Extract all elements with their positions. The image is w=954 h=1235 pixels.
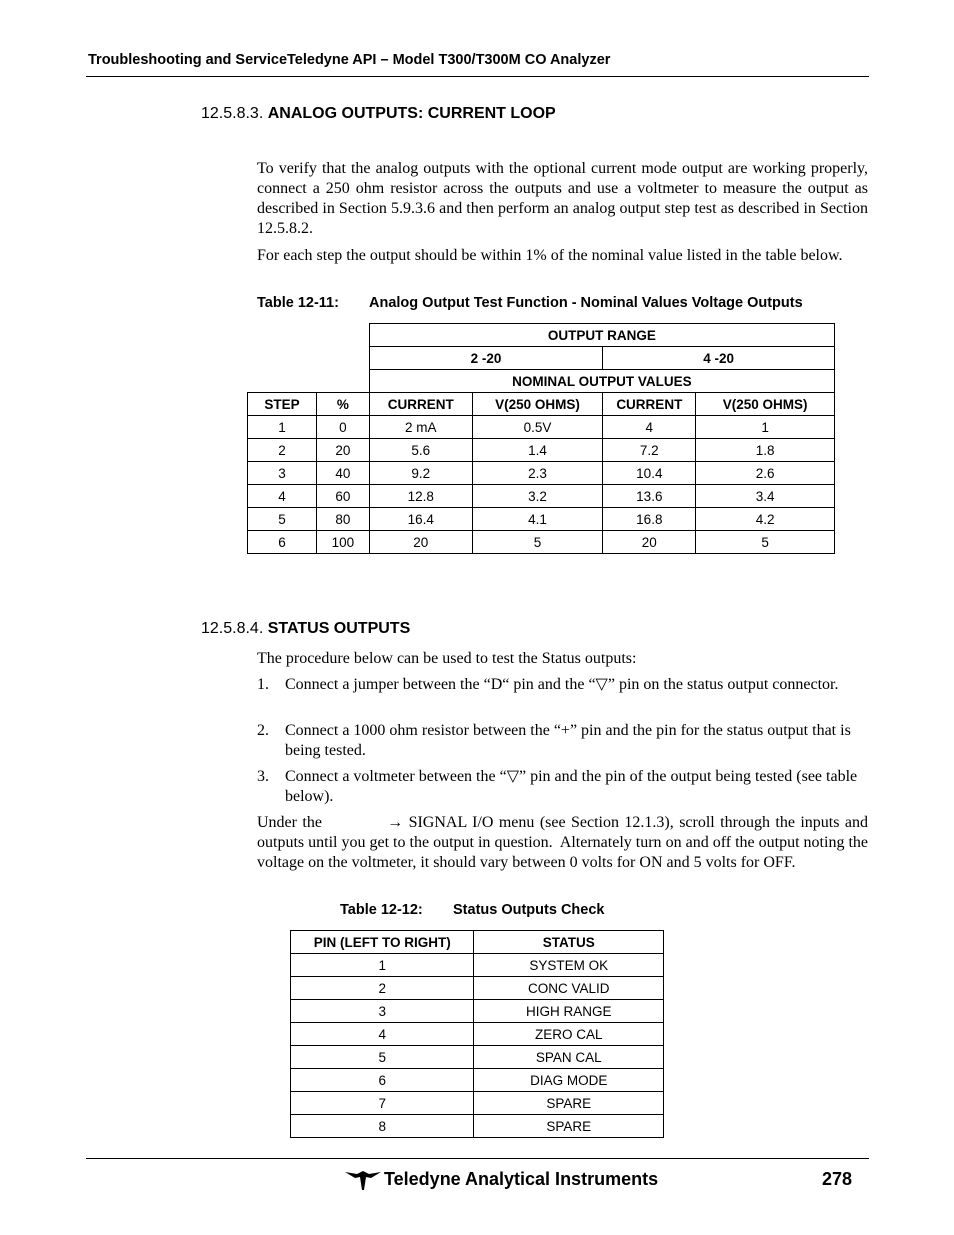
- list-text: Connect a 1000 ohm resistor between the “+” pin and the pin for the status output that is being tested.: [285, 722, 851, 759]
- table-cell: 5: [291, 1046, 474, 1069]
- table-cell: CONC VALID: [474, 977, 664, 1000]
- header-divider: [86, 76, 869, 77]
- section-number: 12.5.8.4.: [201, 620, 264, 637]
- table-cell: 5: [248, 508, 317, 531]
- table-cell: 20: [603, 531, 696, 554]
- table-cell: 16.4: [369, 508, 472, 531]
- paragraph-verify: To verify that the analog outputs with the optional current mode output are working properly, connect a 250 ohm resistor across the outputs and use a voltmeter to measure the output as described in Section 5.9.3.6 and then perform an analog output step test as described in Section 12.5.8.2.: [257, 160, 868, 237]
- table-cell: 13.6: [603, 485, 696, 508]
- table-cell: 1: [248, 416, 317, 439]
- paragraph-each-step: For each step the output should be within 1% of the nominal value listed in the table below.: [257, 247, 843, 264]
- table-cell: 1: [696, 416, 835, 439]
- table-cell: 0: [316, 416, 369, 439]
- table-cell: 1.4: [472, 439, 603, 462]
- table-cell: 4: [248, 485, 317, 508]
- section-title: ANALOG OUTPUTS: CURRENT LOOP: [267, 105, 556, 122]
- table-cell: 2 mA: [369, 416, 472, 439]
- table-row: [248, 462, 835, 485]
- output-range-header: OUTPUT RANGE: [369, 324, 834, 347]
- nominal-values-header: NOMINAL OUTPUT VALUES: [369, 370, 834, 393]
- table-cell: 5.6: [369, 439, 472, 462]
- table-cell: 5: [696, 531, 835, 554]
- list-item: [257, 767, 868, 807]
- column-header: STEP: [248, 393, 317, 416]
- table-caption-label: Table 12-12:: [340, 902, 423, 918]
- section-title: STATUS OUTPUTS: [267, 620, 411, 637]
- table-cell: 4.1: [472, 508, 603, 531]
- table-cell: 6: [291, 1069, 474, 1092]
- section-heading-status-outputs: [201, 620, 410, 638]
- table-row: [291, 1046, 664, 1069]
- table-cell: HIGH RANGE: [474, 1000, 664, 1023]
- table-row: [291, 1115, 664, 1138]
- list-item: [257, 721, 868, 761]
- table-cell: 5: [472, 531, 603, 554]
- table-cell: 2.6: [696, 462, 835, 485]
- table-cell: SYSTEM OK: [474, 954, 664, 977]
- table-cell: 0.5V: [472, 416, 603, 439]
- table-cell: SPARE: [474, 1092, 664, 1115]
- table-row: [291, 1023, 664, 1046]
- table-row: [248, 485, 835, 508]
- footer-company-name: Teledyne Analytical Instruments: [384, 1169, 659, 1189]
- teledyne-logo-icon: [343, 1168, 383, 1192]
- paragraph-procedure-intro: The procedure below can be used to test the Status outputs:: [257, 650, 637, 667]
- table-cell: 2: [248, 439, 317, 462]
- list-number: 2.: [257, 722, 269, 739]
- table-caption-label: Table 12-11:: [257, 295, 339, 311]
- paragraph-under-signal-io: Under the → SIGNAL I/O menu (see Section 12.1.3), scroll through the inputs and outputs until you get to the output in question. Alternately turn on and off the output noting the voltage on the voltmeter, it should vary between 0 volts for ON and 5 volts for OFF.: [257, 814, 872, 871]
- table-row: [248, 531, 835, 554]
- table-row: [248, 508, 835, 531]
- column-header-row: [248, 393, 835, 416]
- table-cell: 20: [316, 439, 369, 462]
- column-header: V(250 OHMS): [696, 393, 835, 416]
- range-4-20-header: 4 -20: [603, 347, 835, 370]
- list-number: 1.: [257, 676, 269, 693]
- table-cell: 8: [291, 1115, 474, 1138]
- table-row: [248, 416, 835, 439]
- table-cell: 4.2: [696, 508, 835, 531]
- table-row: [291, 977, 664, 1000]
- section-heading-analog-outputs: [201, 105, 556, 123]
- table-cell: 20: [369, 531, 472, 554]
- page-number: 278: [822, 1169, 853, 1189]
- list-number: 3.: [257, 768, 269, 785]
- table-row: [291, 1000, 664, 1023]
- column-header-row: [291, 931, 664, 954]
- table-cell: 1.8: [696, 439, 835, 462]
- table-caption-title: Analog Output Test Function - Nominal Values Voltage Outputs: [369, 295, 803, 311]
- table-cell: 60: [316, 485, 369, 508]
- table-cell: 100: [316, 531, 369, 554]
- table-row: [291, 1092, 664, 1115]
- table-cell: SPARE: [474, 1115, 664, 1138]
- range-2-20-header: 2 -20: [369, 347, 603, 370]
- footer-divider: [86, 1158, 869, 1159]
- table-cell: 7: [291, 1092, 474, 1115]
- column-header: CURRENT: [369, 393, 472, 416]
- table-cell: 16.8: [603, 508, 696, 531]
- table-cell: 3.2: [472, 485, 603, 508]
- table-cell: SPAN CAL: [474, 1046, 664, 1069]
- column-header: V(250 OHMS): [472, 393, 603, 416]
- section-number: 12.5.8.3.: [201, 105, 264, 122]
- column-header: STATUS: [474, 931, 664, 954]
- table-cell: 1: [291, 954, 474, 977]
- list-item: [257, 675, 868, 715]
- running-header: Troubleshooting and ServiceTeledyne API – Model T300/T300M CO Analyzer: [88, 52, 611, 68]
- table-cell: 4: [603, 416, 696, 439]
- status-outputs-table: [290, 930, 664, 1138]
- table-row: [248, 439, 835, 462]
- table-row: [291, 954, 664, 977]
- column-header: %: [316, 393, 369, 416]
- table-cell: 3.4: [696, 485, 835, 508]
- table-cell: ZERO CAL: [474, 1023, 664, 1046]
- column-header: CURRENT: [603, 393, 696, 416]
- table-caption-title: Status Outputs Check: [453, 902, 605, 918]
- table-cell: 12.8: [369, 485, 472, 508]
- table-cell: 9.2: [369, 462, 472, 485]
- list-text: Connect a jumper between the “D“ pin and the “▽” pin on the status output connector.: [285, 676, 839, 693]
- table-cell: DIAG MODE: [474, 1069, 664, 1092]
- table-cell: 4: [291, 1023, 474, 1046]
- table-cell: 7.2: [603, 439, 696, 462]
- table-cell: 40: [316, 462, 369, 485]
- table-cell: 2.3: [472, 462, 603, 485]
- table-cell: 2: [291, 977, 474, 1000]
- column-header: PIN (LEFT TO RIGHT): [291, 931, 474, 954]
- table-cell: 3: [248, 462, 317, 485]
- analog-output-table: [247, 323, 835, 554]
- table-row: [291, 1069, 664, 1092]
- table-cell: 10.4: [603, 462, 696, 485]
- table-cell: 6: [248, 531, 317, 554]
- list-text: Connect a voltmeter between the “▽” pin and the pin of the output being tested (see table below).: [285, 768, 858, 805]
- table-cell: 3: [291, 1000, 474, 1023]
- table-cell: 80: [316, 508, 369, 531]
